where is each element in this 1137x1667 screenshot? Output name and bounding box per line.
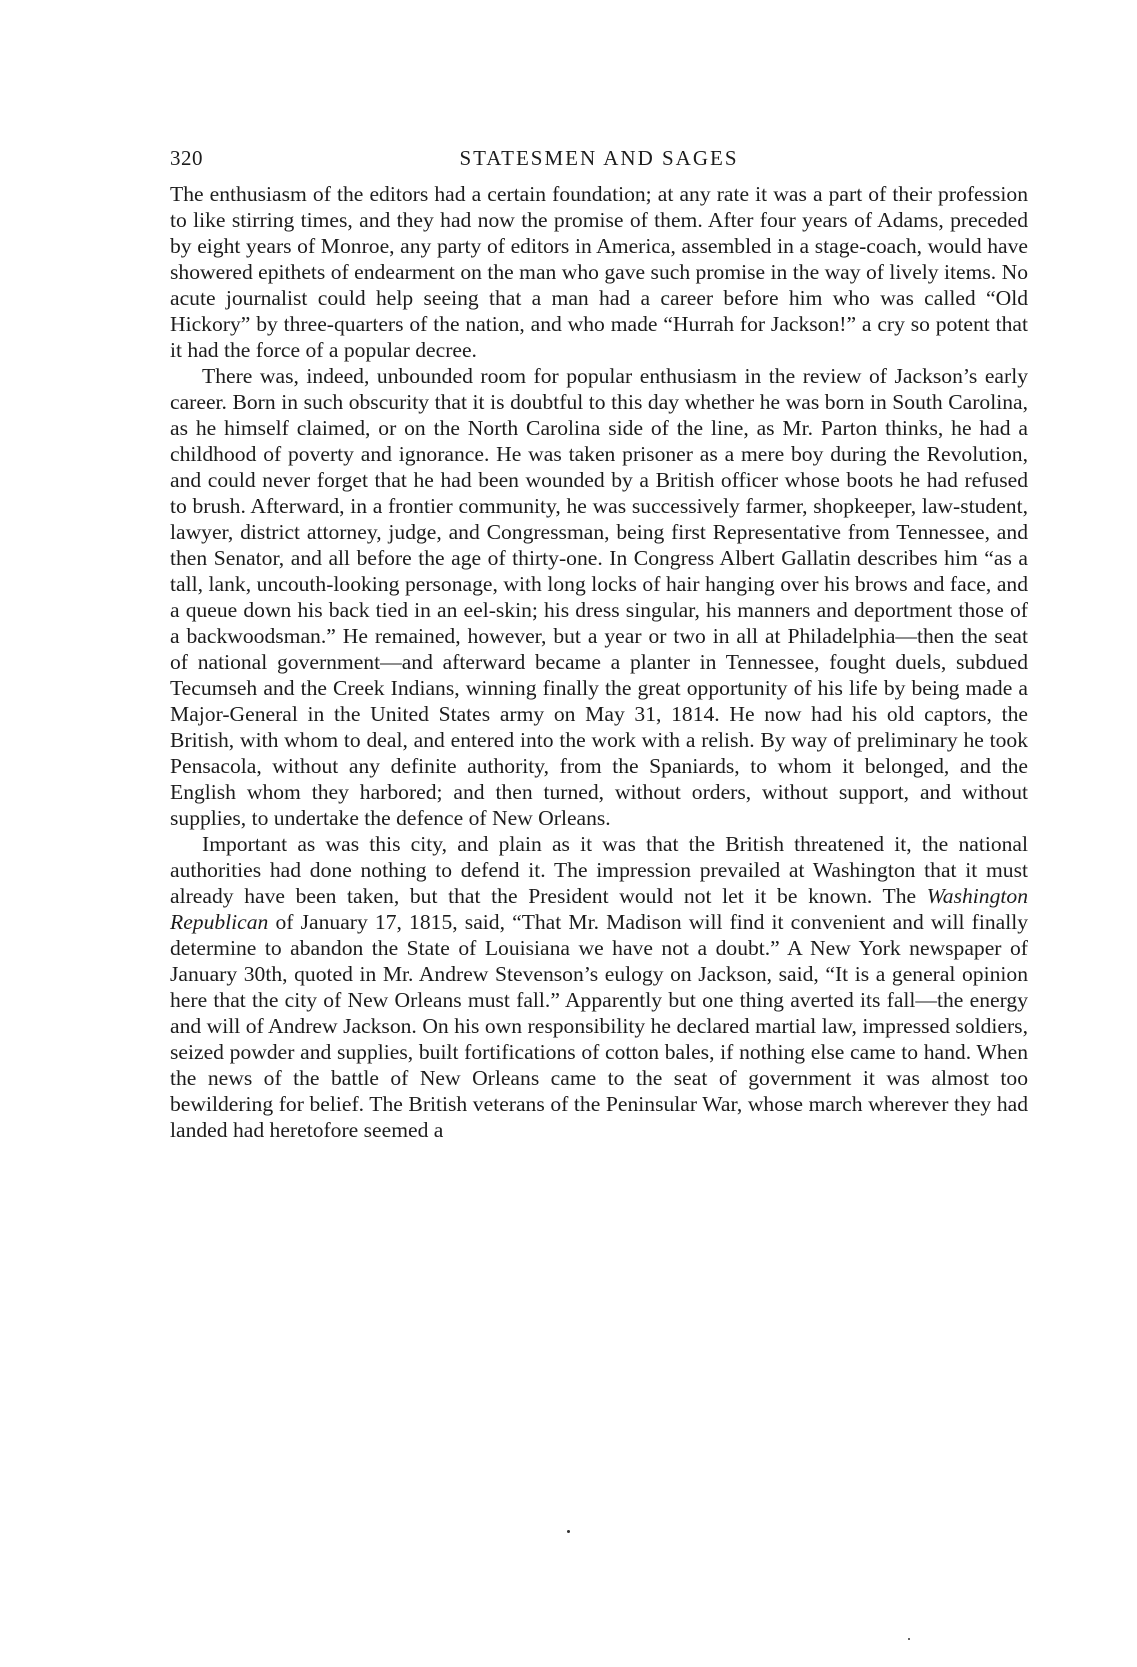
running-title: STATESMEN AND SAGES: [459, 146, 739, 170]
text-run: Important as was this city, and plain as it was that the British threatened it, the national authorities had done nothing to defend it. The impression prevailed at Washington that it must already have been taken, but that the President would not let it be known. The: [170, 832, 1028, 908]
body-text: [170, 181, 1028, 1143]
text-run: There was, indeed, unbounded room for popular enthusiasm in the review of Jackson’s early career. Born in such obscurity that it is doubtful to this day whether he was born in South Carolina, as he himself claimed, or on the North Carolina side of the line, as Mr. Parton thinks, he had a childhood of poverty and ignorance. He was taken prisoner as a mere boy during the Revolution, and could never forget that he had been wounded by a British officer whose boots he had refused to brush. Afterward, in a frontier community, he was successively farmer, shopkeeper, law-student, lawyer, district attorney, judge, and Congressman, being first Representative from Tennessee, and then Senator, and all before the age of thirty-one. In Congress Albert Gallatin describes him “as a tall, lank, uncouth-looking personage, with long locks of hair hanging over his brows and face, and a queue down his back tied in an eel-skin; his dress singular, his manners and deportment those of a backwoodsman.” He remained, however, but a year or two in all at Philadelphia—then the seat of national government—and afterward became a planter in Tennessee, fought duels, subdued Tecumseh and the Creek Indians, winning finally the great opportunity of his life by being made a Major-General in the United States army on May 31, 1814. He now had his old captors, the British, with whom to deal, and entered into the work with a relish. By way of preliminary he took Pensacola, without any definite authority, from the Spaniards, to whom it belonged, and the English whom they harbored; and then turned, without orders, without support, and without supplies, to undertake the defence of New Orleans.: [170, 364, 1028, 830]
ink-speck: [908, 1638, 910, 1640]
ink-speck: [567, 1530, 570, 1533]
paragraph: [170, 831, 1028, 1143]
paragraph: [170, 363, 1028, 831]
text-run: The enthusiasm of the editors had a certain foundation; at any rate it was a part of their profession to like stirring times, and they had now the promise of them. After four years of Adams, preceded by eight years of Monroe, any party of editors in America, assembled in a stage-coach, would have showered epithets of endearment on the man who gave such promise in the way of lively items. No acute journalist could help seeing that a man had a career before him who was called “Old Hickory” by three-quarters of the nation, and who made “Hurrah for Jackson!” a cry so potent that it had the force of a popular decree.: [170, 182, 1028, 362]
running-head: [170, 146, 1028, 176]
paragraph: [170, 181, 1028, 363]
italic-title: Washington Republican: [170, 884, 1028, 934]
page-number: 320: [170, 146, 203, 170]
text-run: of January 17, 1815, said, “That Mr. Madison will find it convenient and will finally determine to abandon the State of Louisiana we have not a doubt.” A New York newspaper of January 30th, quoted in Mr. Andrew Stevenson’s eulogy on Jackson, said, “It is a general opinion here that the city of New Orleans must fall.” Apparently but one thing averted its fall—the energy and will of Andrew Jackson. On his own responsibility he declared martial law, impressed soldiers, seized powder and supplies, built fortifications of cotton bales, if nothing else came to hand. When the news of the battle of New Orleans came to the seat of government it was almost too bewildering for belief. The British veterans of the Peninsular War, whose march wherever they had landed had heretofore seemed a: [170, 910, 1028, 1142]
